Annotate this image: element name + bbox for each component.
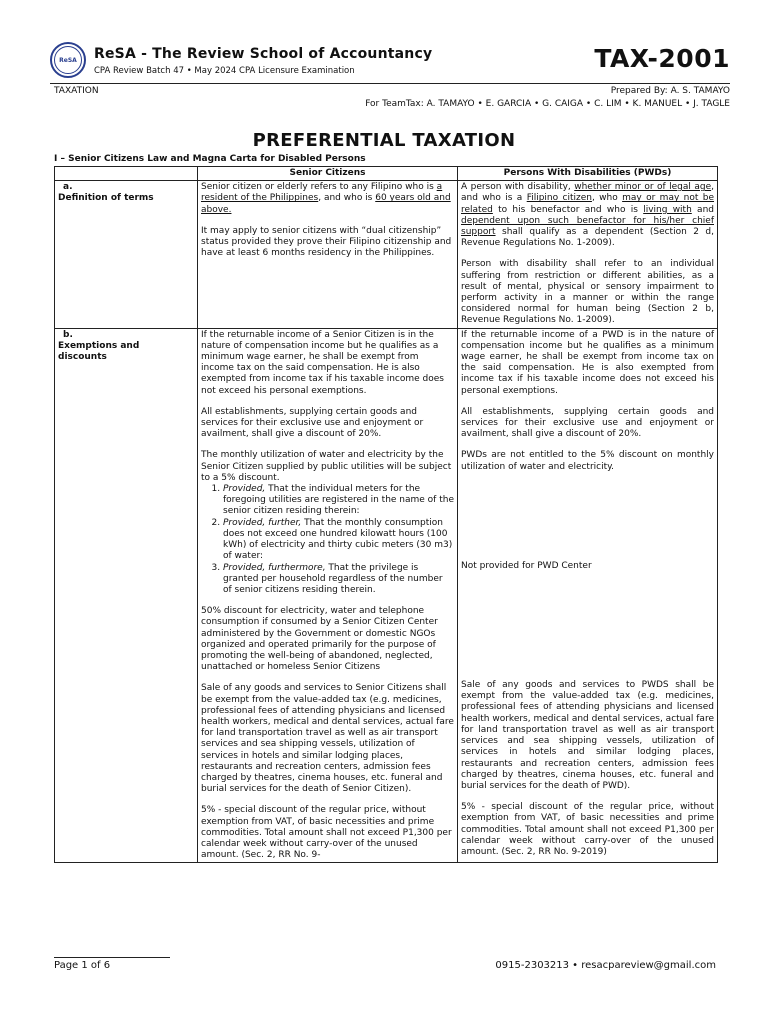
school-seal-logo: [50, 42, 86, 78]
comparison-table: [54, 166, 718, 863]
senior-discount-paragraph: All establishments, supplying certain goods and services for their exclusive use and enjoyment or availment, shall give a discount of 20%.: [201, 406, 424, 440]
list-item: [223, 484, 454, 518]
pwd-vat-paragraph: Sale of any goods and services to PWDS shall be exempt from the value-added tax (e.g. medicines, professional fees of attending physicians and licensed health workers, medical and dental services, actual fare for land transportation travel as well as air transport services and sea shipping vessels, utilization of services in hotels and similar lodging places, restaurants and recreation centers, admission fees charged by theatres, cinema houses, etc. funeral and burial services for the death of PWD).: [461, 680, 714, 791]
row-heading: [55, 328, 198, 863]
pwd-utilities-paragraph: PWDs are not entitled to the 5% discount on monthly utilization of water and electricity.: [461, 450, 714, 472]
prepared-by: Prepared By: A. S. TAMAYO: [610, 86, 730, 96]
proviso-emphasis: Provided, further,: [223, 517, 302, 528]
senior-exemptions-cell: [198, 328, 458, 863]
underlined-text: 60 years old and above.: [201, 193, 451, 215]
pwd-center-paragraph: Not provided for PWD Center: [461, 560, 592, 571]
list-item: [223, 563, 454, 597]
text-run: to his benefactor and who is: [492, 204, 644, 215]
senior-definition-cell: [198, 181, 458, 328]
text-run: , and who is a: [461, 182, 714, 204]
underlined-text: Filipino citizen: [526, 193, 592, 204]
batch-line: CPA Review Batch 47 • May 2024 CPA Licensure Examination: [94, 66, 355, 76]
text-run: and: [691, 204, 714, 215]
senior-center-paragraph: 50% discount for electricity, water and telephone consumption if consumed by a Senior Citizen Center administered by the Government or domestic NGOs organized and operated primarily for the purpose of promoting the well-being of abandoned, neglected, unattached or homeless Senior Citizens: [201, 606, 438, 673]
header-cell-blank: [55, 167, 198, 181]
dual-citizenship-paragraph: It may apply to senior citizens with “dual citizenship” status provided they prove their Filipino citizenship and have at least 6 months residency in the Philippines.: [201, 225, 452, 259]
page-title: PREFERENTIAL TAXATION: [252, 130, 516, 151]
underlined-text: living with: [643, 204, 692, 215]
pwd-exemptions-cell: [458, 328, 718, 863]
document-header: [50, 42, 730, 82]
pwd-definition-paragraph: [461, 182, 714, 249]
proviso-text: That the privilege is granted per household regardless of the number of senior citizens residing therein.: [223, 562, 443, 595]
pwd-discount-paragraph: All establishments, supplying certain goods and services for their exclusive use and enjoyment or availment, shall give a discount of 20%.: [461, 406, 714, 440]
spacer: [461, 582, 714, 680]
header-senior-citizens: Senior Citizens: [198, 167, 458, 181]
page-number: Page 1 of 6: [54, 960, 111, 971]
table-header-row: [55, 167, 718, 181]
team-line: For TeamTax: A. TAMAYO • E. GARCIA • G. CAIGA • C. LIM • K. MANUEL • J. TAGLE: [365, 99, 730, 109]
senior-utilities-paragraph: The monthly utilization of water and electricity by the Senior Citizen supplied by public utilities will be subject to a 5% discount.: [201, 450, 452, 483]
table-row: [55, 181, 718, 328]
row-title: Exemptions and discounts: [58, 340, 140, 363]
list-item: [223, 518, 454, 563]
proviso-emphasis: Provided, furthermore,: [223, 562, 326, 573]
row-letter: a.: [63, 182, 73, 193]
footer-divider: [54, 957, 170, 958]
senior-income-paragraph: If the returnable income of a Senior Citizen is in the nature of compensation income but he qualifies as a minimum wage earner, he shall be exempt from income tax on the said compensation. He is also exempted from income tax if his taxable income does not exceed his personal exemptions.: [201, 329, 444, 396]
subject-label: TAXATION: [54, 86, 99, 96]
proviso-text: That the monthly consumption does not exceed one hundred kilowatt hours (100 kWh) of electricity and thirty cubic meters (30 m3) of water:: [223, 517, 453, 562]
contact-info: 0915-2303213 • resacpareview@gmail.com: [495, 960, 716, 971]
header-divider: [50, 83, 730, 84]
header-pwds: Persons With Disabilities (PWDs): [458, 167, 718, 181]
underlined-text: whether minor or of legal age: [574, 182, 712, 193]
pwd-income-paragraph: If the returnable income of a PWD is in the nature of compensation income but he qualifies as a minimum wage earner, he shall be exempt from income tax on the said compensation. He is also exempted from income tax if his taxable income does not exceed his personal exemptions.: [461, 329, 714, 396]
table-row: [55, 328, 718, 863]
document-code: TAX-2001: [594, 44, 730, 73]
text-run: shall qualify as a dependent (Section 2 d, Revenue Regulations No. 1-2009).: [461, 227, 714, 249]
senior-special-discount-paragraph: 5% - special discount of the regular price, without exemption from VAT, of basic necessities and prime commodities. Total amount shall not exceed P1,300 per calendar week without carry-over of the unused amount. (Sec. 2, RR No. 9-: [201, 805, 452, 861]
text-run: , and who is: [318, 193, 376, 204]
spacer: [461, 483, 714, 561]
senior-vat-paragraph: Sale of any goods and services to Senior Citizens shall be exempt from the value-added tax (e.g. medicines, professional fees of attending physicians and licensed health workers, medical and dental services, actual fare for land transportation travel as well as air transport services and sea shipping vessels, utilization of services in hotels and similar lodging places, restaurants and recreation centers, admission fees charged by theatres, cinema houses, etc. funeral and burial services for the death of Senior Citizen).: [201, 683, 454, 795]
senior-definition-paragraph: [201, 182, 454, 216]
section-heading: I – Senior Citizens Law and Magna Carta for Disabled Persons: [54, 154, 366, 164]
pwd-special-discount-paragraph: 5% - special discount of the regular price, without exemption from VAT, of basic necessities and prime commodities. Total amount shall not exceed P1,300 per calendar week without carry-over of the unused amount. (Sec. 2, RR No. 9-2019): [461, 802, 714, 857]
pwd-meaning-paragraph: Person with disability shall refer to an individual suffering from restriction or different abilities, as a result of mental, physical or sensory impairment to perform activity in a manner or within the range considered normal for human being (Section 2 b, Revenue Regulations No. 1-2009).: [461, 259, 714, 326]
proviso-emphasis: Provided,: [223, 484, 266, 495]
row-title: Definition of terms: [58, 193, 154, 204]
text-run: A person with disability,: [461, 182, 575, 193]
pwd-definition-cell: [458, 181, 718, 328]
seal-text: ReSA: [54, 46, 82, 74]
underlined-text: may or may not be related: [461, 193, 715, 215]
underlined-text: dependent upon such benefactor for his/her chief support: [461, 215, 714, 238]
text-run: , who: [591, 193, 623, 204]
provisos-list: [201, 484, 454, 596]
row-letter: b.: [63, 329, 73, 340]
row-heading: [55, 181, 198, 328]
underlined-text: a resident of the Philippines: [201, 182, 443, 204]
text-run: Senior citizen or elderly refers to any Filipino who is: [201, 182, 437, 193]
school-name: ReSA - The Review School of Accountancy: [94, 46, 433, 62]
proviso-text: That the individual meters for the foregoing utilities are registered in the name of the senior citizen residing therein:: [223, 484, 454, 517]
